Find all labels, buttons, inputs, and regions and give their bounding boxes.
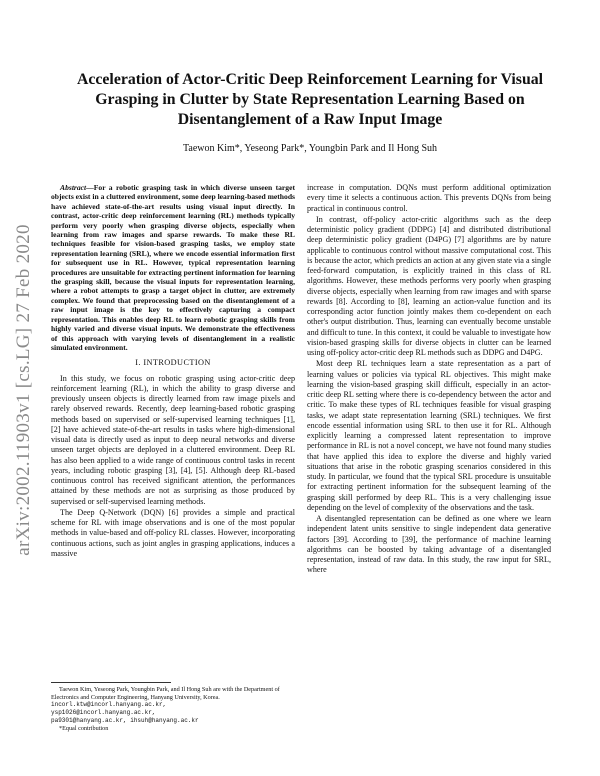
footnote-email: incorl.ktw@incorl.hanyang.ac.kr, <box>51 701 167 709</box>
arxiv-stamp-text: arXiv:2002.11903v1 [cs.LG] 27 Feb 2020 <box>13 224 34 556</box>
abstract-text: —For a robotic grasping task in which diverse unseen target objects exist in a cluttered environment, some deep learning-based methods have achieved state-of-the-art results using visual input directly. In contrast, actor-critic deep reinforcement learning (RL) methods typically perform very poorly when grasping diverse objects, especially when learning from raw images and sparse rewards. To make these RL techniques feasible for vision-based grasping tasks, we employ state representation learning (SRL), where we encode essential information first for subsequent use in RL. However, typical representation learning procedures are unsuitable for extracting pertinent information for learning the grasping skill, because the visual inputs for representation learning, where a robot attempts to grasp a target object in clutter, are extremely complex. We found that preprocessing based on the disentanglement of a raw input image is the key to effectively capturing a compact representation. This enables deep RL to learn robotic grasping skills from highly varied and diverse visual inputs. We demonstrate the effectiveness of this approach with varying levels of disentanglement in a realistic simulated environment. <box>51 183 295 352</box>
author-list: Taewon Kim*, Yeseong Park*, Youngbin Park and Il Hong Suh <box>182 143 438 154</box>
footnote-divider <box>51 682 171 683</box>
intro-paragraph: The Deep Q-Network (DQN) [6] provides a simple and practical scheme for RL with image observations and is one of the most popular methods in value-based and off-policy RL classes. However, incorporating continuous actions, such as joint angles in grasping applications, induces a massive <box>51 507 295 558</box>
body-paragraph: In contrast, off-policy actor-critic algorithms such as the deep deterministic policy gradient (DDPG) [4] and distributed distributional deep deterministic policy gradient (D4PG) [7] algorithms are by nature applicable to continuous control without massive computational cost. This is because the actor, which predicts an action at any given state via a single feed-forward computation, is explicitly trained in this class of RL algorithms. However, these methods performs very poorly when grasping diverse objects, especially when learning from raw images and with sparse rewards [8]. According to [8], learning an action-value function and its corresponding actor function jointly makes them co-dependent on each other's output distribution. Thus, learning can eventually become unstable and difficult to tune. In this context, it could be valuable to investigate how vision-based grasping skills for diverse objects in clutter can be learned using off-policy actor-critic deep RL methods such as DDPG and D4PG. <box>307 214 551 357</box>
arxiv-stamp <box>12 190 36 590</box>
abstract-label: Abstract <box>60 183 87 192</box>
body-paragraph: Most deep RL techniques learn a state representation as a part of learning values or policies via typical RL objectives. This might make learning the vision-based grasping skill difficult, especially in an actor-critic deep RL setting where there is co-dependency between the actor and critic. To make these types of RL techniques feasible for visual grasping tasks, we adapt state representation learning (SRL) techniques. We first encode essential information using SRL to then use it for RL. Although explicitly learning a compressed latent representation to improve performance in RL is not a novel concept, we have not found many studies that have applied this idea to explore the diverse and highly varied situations that arise in the robotic grasping scenarios considered in this study. In particular, we found that the typical SRL procedure is unsuitable for extracting pertinent information for the subsequent learning of the grasping skill performed by deep RL. This is a very challenging issue depending on the level of complexity of the observations and the task. <box>307 359 551 512</box>
footnote-equal-contribution: *Equal contribution <box>59 724 109 732</box>
footnote-email: ysp1026@incorl.hanyang.ac.kr, <box>51 709 156 717</box>
footnote <box>51 686 295 732</box>
footnote-affiliation-text: Taewon Kim, Yeseong Park, Youngbin Park, and Il Hong Suh are with the Department of Electronics and Computer Engineering, Hanyang University, Korea. <box>51 686 280 701</box>
body-paragraph: increase in computation. DQNs must perform additional optimization every time it selects a continuous action. This prevents DQNs from being practical in continuous control. <box>307 183 551 213</box>
abstract <box>51 183 295 352</box>
body-paragraph: A disentangled representation can be defined as one where we learn independent latent units sensitive to single independent data generative factors [39]. According to [39], the performance of machine learning algorithms can be boosted by taking advantage of a disentangled representation, instead of raw data. In this study, the raw input for SRL, where <box>307 514 551 575</box>
right-column <box>307 183 551 577</box>
footnote-affiliation <box>51 686 295 725</box>
intro-paragraph: In this study, we focus on robotic grasping using actor-critic deep reinforcement learning (RL), in which the ability to grasp diverse and previously unseen objects is directly learned from raw image pixels and rarely observed rewards. Recently, deep learning-based robotic grasping methods based on supervised or self-supervised learning techniques [1], [2] have achieved state-of-the-art results in tasks where high-dimensional visual data is directly used as input to deep neural networks and diverse unseen target objects are deployed in a cluttered environment. Deep RL has also been applied to a wide range of continuous control tasks in recent years, including robotic grasping [3], [4], [5]. Although deep RL-based continuous control has received significant attention, the performances attained by these methods are not as surprising as those produced by supervised or self-supervised learning methods. <box>51 373 295 506</box>
section-heading-introduction: I. INTRODUCTION <box>135 358 211 368</box>
paper-title: Acceleration of Actor-Critic Deep Reinforcement Learning for Visual Grasping in Clutter by State Representation Learning Based on Disentanglement of a Raw Input Image <box>76 71 544 128</box>
left-column <box>51 183 295 560</box>
footnote-email: pa9301@hanyang.ac.kr, ihsuh@hanyang.ac.kr <box>51 716 199 724</box>
